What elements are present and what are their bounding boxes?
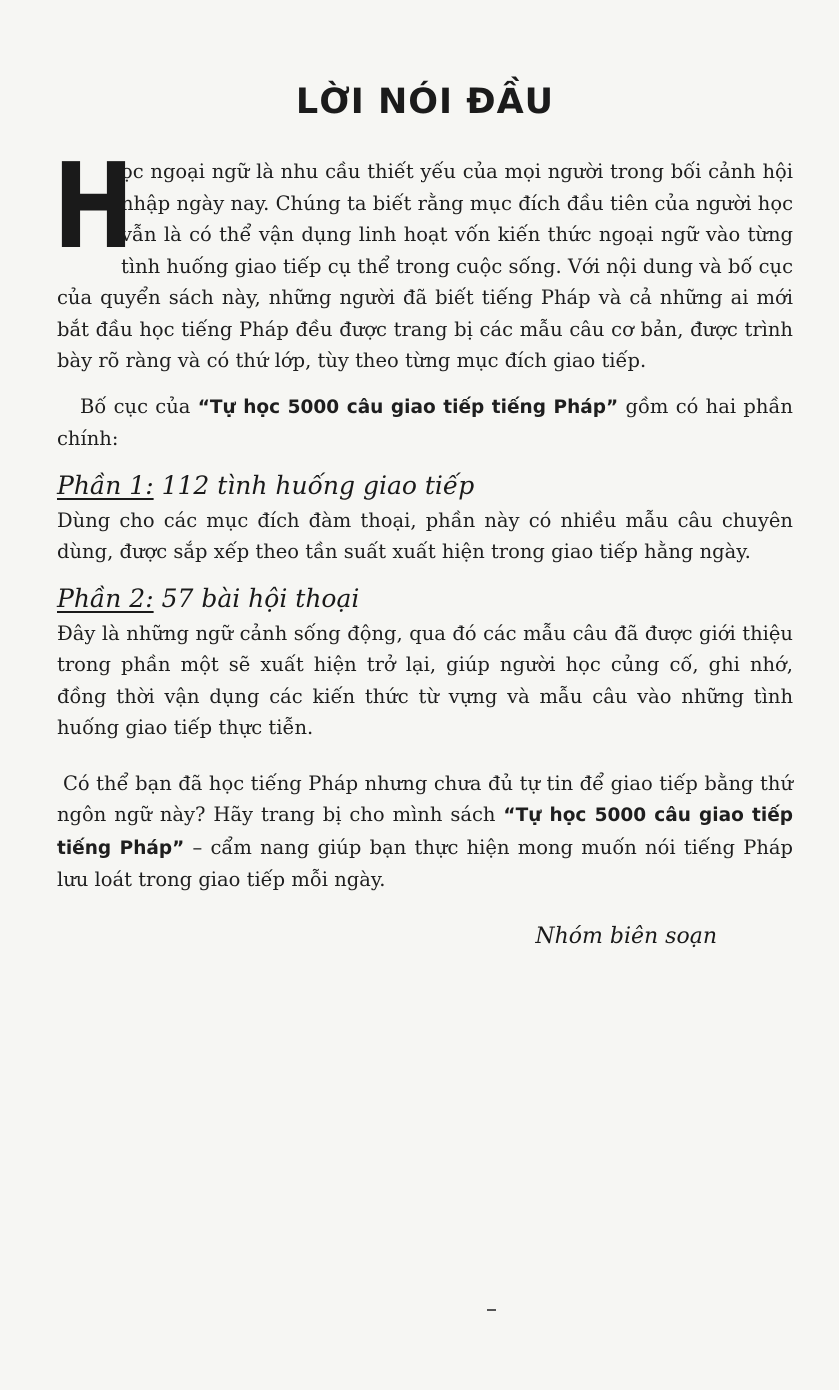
structure-paragraph: [57, 391, 793, 455]
closing-book-title: “Tự học 5000 câu giao tiếp tiếng Pháp”: [57, 805, 793, 859]
intro-paragraph: [53, 137, 793, 377]
page-title: LỜI NÓI ĐẦU: [295, 82, 555, 122]
structure-prefix: Bố cục của: [80, 394, 198, 418]
closing-paragraph: [57, 768, 793, 896]
drop-cap: H: [53, 137, 134, 275]
part-2-heading: [57, 582, 793, 616]
part-1-label: Phần 1:: [57, 470, 154, 500]
part-2-label: Phần 2:: [57, 583, 154, 613]
part-2-description: Đây là những ngữ cảnh sống động, qua đó các mẫu câu đã được giới thiệu trong phần một sẽ xuất hiện trở lại, giúp người học củng cố, ghi nhớ, đồng thời vận dụng các kiến thức từ vựng và mẫu câu vào những tình huống giao tiếp thực tiễn.: [57, 621, 793, 739]
closing-suffix: – cẩm nang giúp bạn thực hiện mong muốn nói tiếng Pháp lưu loát trong giao tiếp mỗi ngày.: [57, 835, 793, 891]
structure-suffix: gồm có hai phần chính:: [57, 394, 793, 450]
closing-prefix: Có thể bạn đã học tiếng Pháp nhưng chưa đủ tự tin để giao tiếp bằng thứ ngôn ngữ này? Hãy trang bị cho mình sách: [57, 771, 793, 826]
part-1-description: Dùng cho các mục đích đàm thoại, phần này có nhiều mẫu câu chuyên dùng, được sắp xếp theo tần suất xuất hiện trong giao tiếp hằng ngày.: [57, 508, 793, 563]
preface-page: [53, 78, 793, 949]
part-2-name: 57 bài hội thoại: [153, 583, 360, 613]
signature: Nhóm biên soạn: [535, 923, 717, 949]
intro-text: ọc ngoại ngữ là nhu cầu thiết yếu của mọi người trong bối cảnh hội nhập ngày nay. Chúng ta biết rằng mục đích đầu tiên của người học vẫn là có thể vận dụng linh hoạt vốn kiến thức ngoại ngữ vào từng tình huống giao tiếp cụ thể trong cuộc sống. Với nội dung và bố cục của quyển sách này, những người đã biết tiếng Pháp và cả những ai mới bắt đầu học tiếng Pháp đều được trang bị các mẫu câu cơ bản, được trình bày rõ ràng và có thứ lớp, tùy theo từng mục đích giao tiếp.: [57, 160, 793, 372]
book-title: “Tự học 5000 câu giao tiếp tiếng Pháp”: [197, 396, 619, 418]
part-1-name: 112 tình huống giao tiếp: [153, 470, 475, 500]
page-mark: [487, 1309, 496, 1311]
part-1-heading: [57, 469, 793, 503]
